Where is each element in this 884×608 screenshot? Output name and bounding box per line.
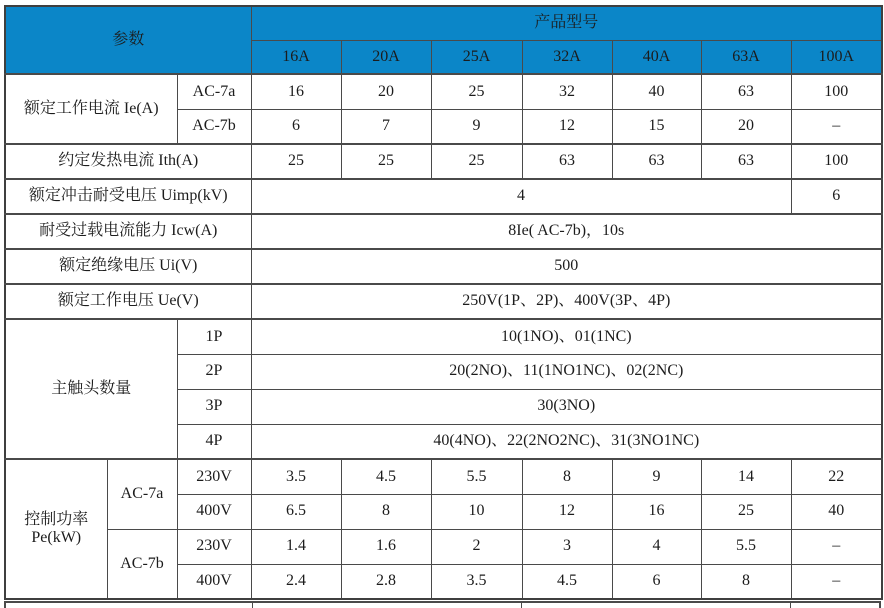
row-label-operational-voltage: 额定工作电压 Ue(V) bbox=[5, 284, 251, 319]
table-cell: 6 bbox=[251, 109, 341, 144]
divider bbox=[790, 603, 791, 608]
sub-label-ac7b: AC-7b bbox=[107, 529, 177, 599]
table-cell: 4.5 bbox=[522, 564, 612, 599]
table-cell: 1.6 bbox=[341, 529, 431, 564]
model-column-header: 16A bbox=[251, 40, 341, 74]
table-cell: 6.5 bbox=[251, 494, 341, 529]
table-cell-ue: 250V(1P、2P)、400V(3P、4P) bbox=[251, 284, 882, 319]
sub-label-230v: 230V bbox=[177, 529, 251, 564]
sub-label-ac7b: AC-7b bbox=[177, 109, 251, 144]
table-cell: 16 bbox=[251, 74, 341, 109]
table-cell: 20 bbox=[701, 109, 791, 144]
sub-label-2p: 2P bbox=[177, 354, 251, 389]
row-label-control-power bbox=[5, 459, 107, 599]
sub-label-3p: 3P bbox=[177, 389, 251, 424]
sub-label-400v: 400V bbox=[177, 494, 251, 529]
row-label-impulse-withstand-voltage: 额定冲击耐受电压 Uimp(kV) bbox=[5, 179, 251, 214]
table-cell: 16 bbox=[612, 494, 701, 529]
product-spec-table bbox=[4, 5, 883, 600]
row-label-conventional-thermal-current: 约定发热电流 Ith(A) bbox=[5, 144, 251, 179]
model-column-header: 20A bbox=[341, 40, 431, 74]
table-cell: – bbox=[791, 109, 882, 144]
table-cell: 10 bbox=[431, 494, 522, 529]
table-cell: 3 bbox=[522, 529, 612, 564]
table-cell: 2.8 bbox=[341, 564, 431, 599]
control-power-label-line1: 控制功率 bbox=[24, 510, 89, 528]
table-cell: 2 bbox=[431, 529, 522, 564]
table-cell: 12 bbox=[522, 494, 612, 529]
sub-label-230v: 230V bbox=[177, 459, 251, 494]
table-cell: 3.5 bbox=[431, 564, 522, 599]
table-cell: 9 bbox=[612, 459, 701, 494]
table-cell: 25 bbox=[341, 144, 431, 179]
control-power-label-line2: Pe(kW) bbox=[31, 529, 82, 546]
table-cell: 8 bbox=[522, 459, 612, 494]
next-table-partial-row bbox=[4, 601, 881, 608]
table-cell: 9 bbox=[431, 109, 522, 144]
table-cell: 63 bbox=[701, 74, 791, 109]
table-cell: 3.5 bbox=[251, 459, 341, 494]
table-cell: 7 bbox=[341, 109, 431, 144]
model-column-header: 100A bbox=[791, 40, 882, 74]
table-cell: 6 bbox=[612, 564, 701, 599]
param-header-cell: 参数 bbox=[5, 6, 251, 74]
table-cell: 32 bbox=[522, 74, 612, 109]
table-cell: 25 bbox=[431, 144, 522, 179]
table-cell-1p: 10(1NO)、01(1NC) bbox=[251, 319, 882, 354]
table-cell: 12 bbox=[522, 109, 612, 144]
table-cell: 8 bbox=[701, 564, 791, 599]
table-cell: – bbox=[791, 564, 882, 599]
table-cell-3p: 30(3NO) bbox=[251, 389, 882, 424]
sub-label-ac7a: AC-7a bbox=[177, 74, 251, 109]
row-label-main-contacts: 主触头数量 bbox=[5, 319, 177, 459]
sub-label-400v: 400V bbox=[177, 564, 251, 599]
row-label-overload-withstand-current: 耐受过载电流能力 Icw(A) bbox=[5, 214, 251, 249]
divider bbox=[252, 603, 253, 608]
table-cell-ui: 500 bbox=[251, 249, 882, 284]
table-cell: 14 bbox=[701, 459, 791, 494]
table-cell: 4.5 bbox=[341, 459, 431, 494]
table-cell: 40 bbox=[612, 74, 701, 109]
table-cell: 15 bbox=[612, 109, 701, 144]
model-header-cell: 产品型号 bbox=[251, 6, 882, 40]
row-label-rated-operational-current: 额定工作电流 Ie(A) bbox=[5, 74, 177, 144]
table-cell: 100 bbox=[791, 74, 882, 109]
table-cell: – bbox=[791, 529, 882, 564]
table-cell: 2.4 bbox=[251, 564, 341, 599]
table-cell: 5.5 bbox=[701, 529, 791, 564]
sub-label-4p: 4P bbox=[177, 424, 251, 459]
table-cell-icw: 8Ie( AC-7b)，10s bbox=[251, 214, 882, 249]
table-cell: 4 bbox=[612, 529, 701, 564]
table-cell: 1.4 bbox=[251, 529, 341, 564]
table-cell-uimp-main: 4 bbox=[251, 179, 791, 214]
table-cell: 8 bbox=[341, 494, 431, 529]
model-column-header: 32A bbox=[522, 40, 612, 74]
table-cell: 25 bbox=[431, 74, 522, 109]
table-cell-2p: 20(2NO)、11(1NO1NC)、02(2NC) bbox=[251, 354, 882, 389]
table-cell: 40 bbox=[791, 494, 882, 529]
table-cell: 63 bbox=[701, 144, 791, 179]
model-column-header: 25A bbox=[431, 40, 522, 74]
table-cell: 20 bbox=[341, 74, 431, 109]
divider bbox=[521, 603, 522, 608]
sub-label-1p: 1P bbox=[177, 319, 251, 354]
table-cell: 63 bbox=[612, 144, 701, 179]
model-column-header: 63A bbox=[701, 40, 791, 74]
sub-label-ac7a: AC-7a bbox=[107, 459, 177, 529]
table-cell: 5.5 bbox=[431, 459, 522, 494]
table-cell: 22 bbox=[791, 459, 882, 494]
model-column-header: 40A bbox=[612, 40, 701, 74]
row-label-insulation-voltage: 额定绝缘电压 Ui(V) bbox=[5, 249, 251, 284]
table-cell: 100 bbox=[791, 144, 882, 179]
table-cell: 25 bbox=[251, 144, 341, 179]
table-cell-4p: 40(4NO)、22(2NO2NC)、31(3NO1NC) bbox=[251, 424, 882, 459]
table-cell: 25 bbox=[701, 494, 791, 529]
table-cell-uimp-100a: 6 bbox=[791, 179, 882, 214]
table-cell: 63 bbox=[522, 144, 612, 179]
